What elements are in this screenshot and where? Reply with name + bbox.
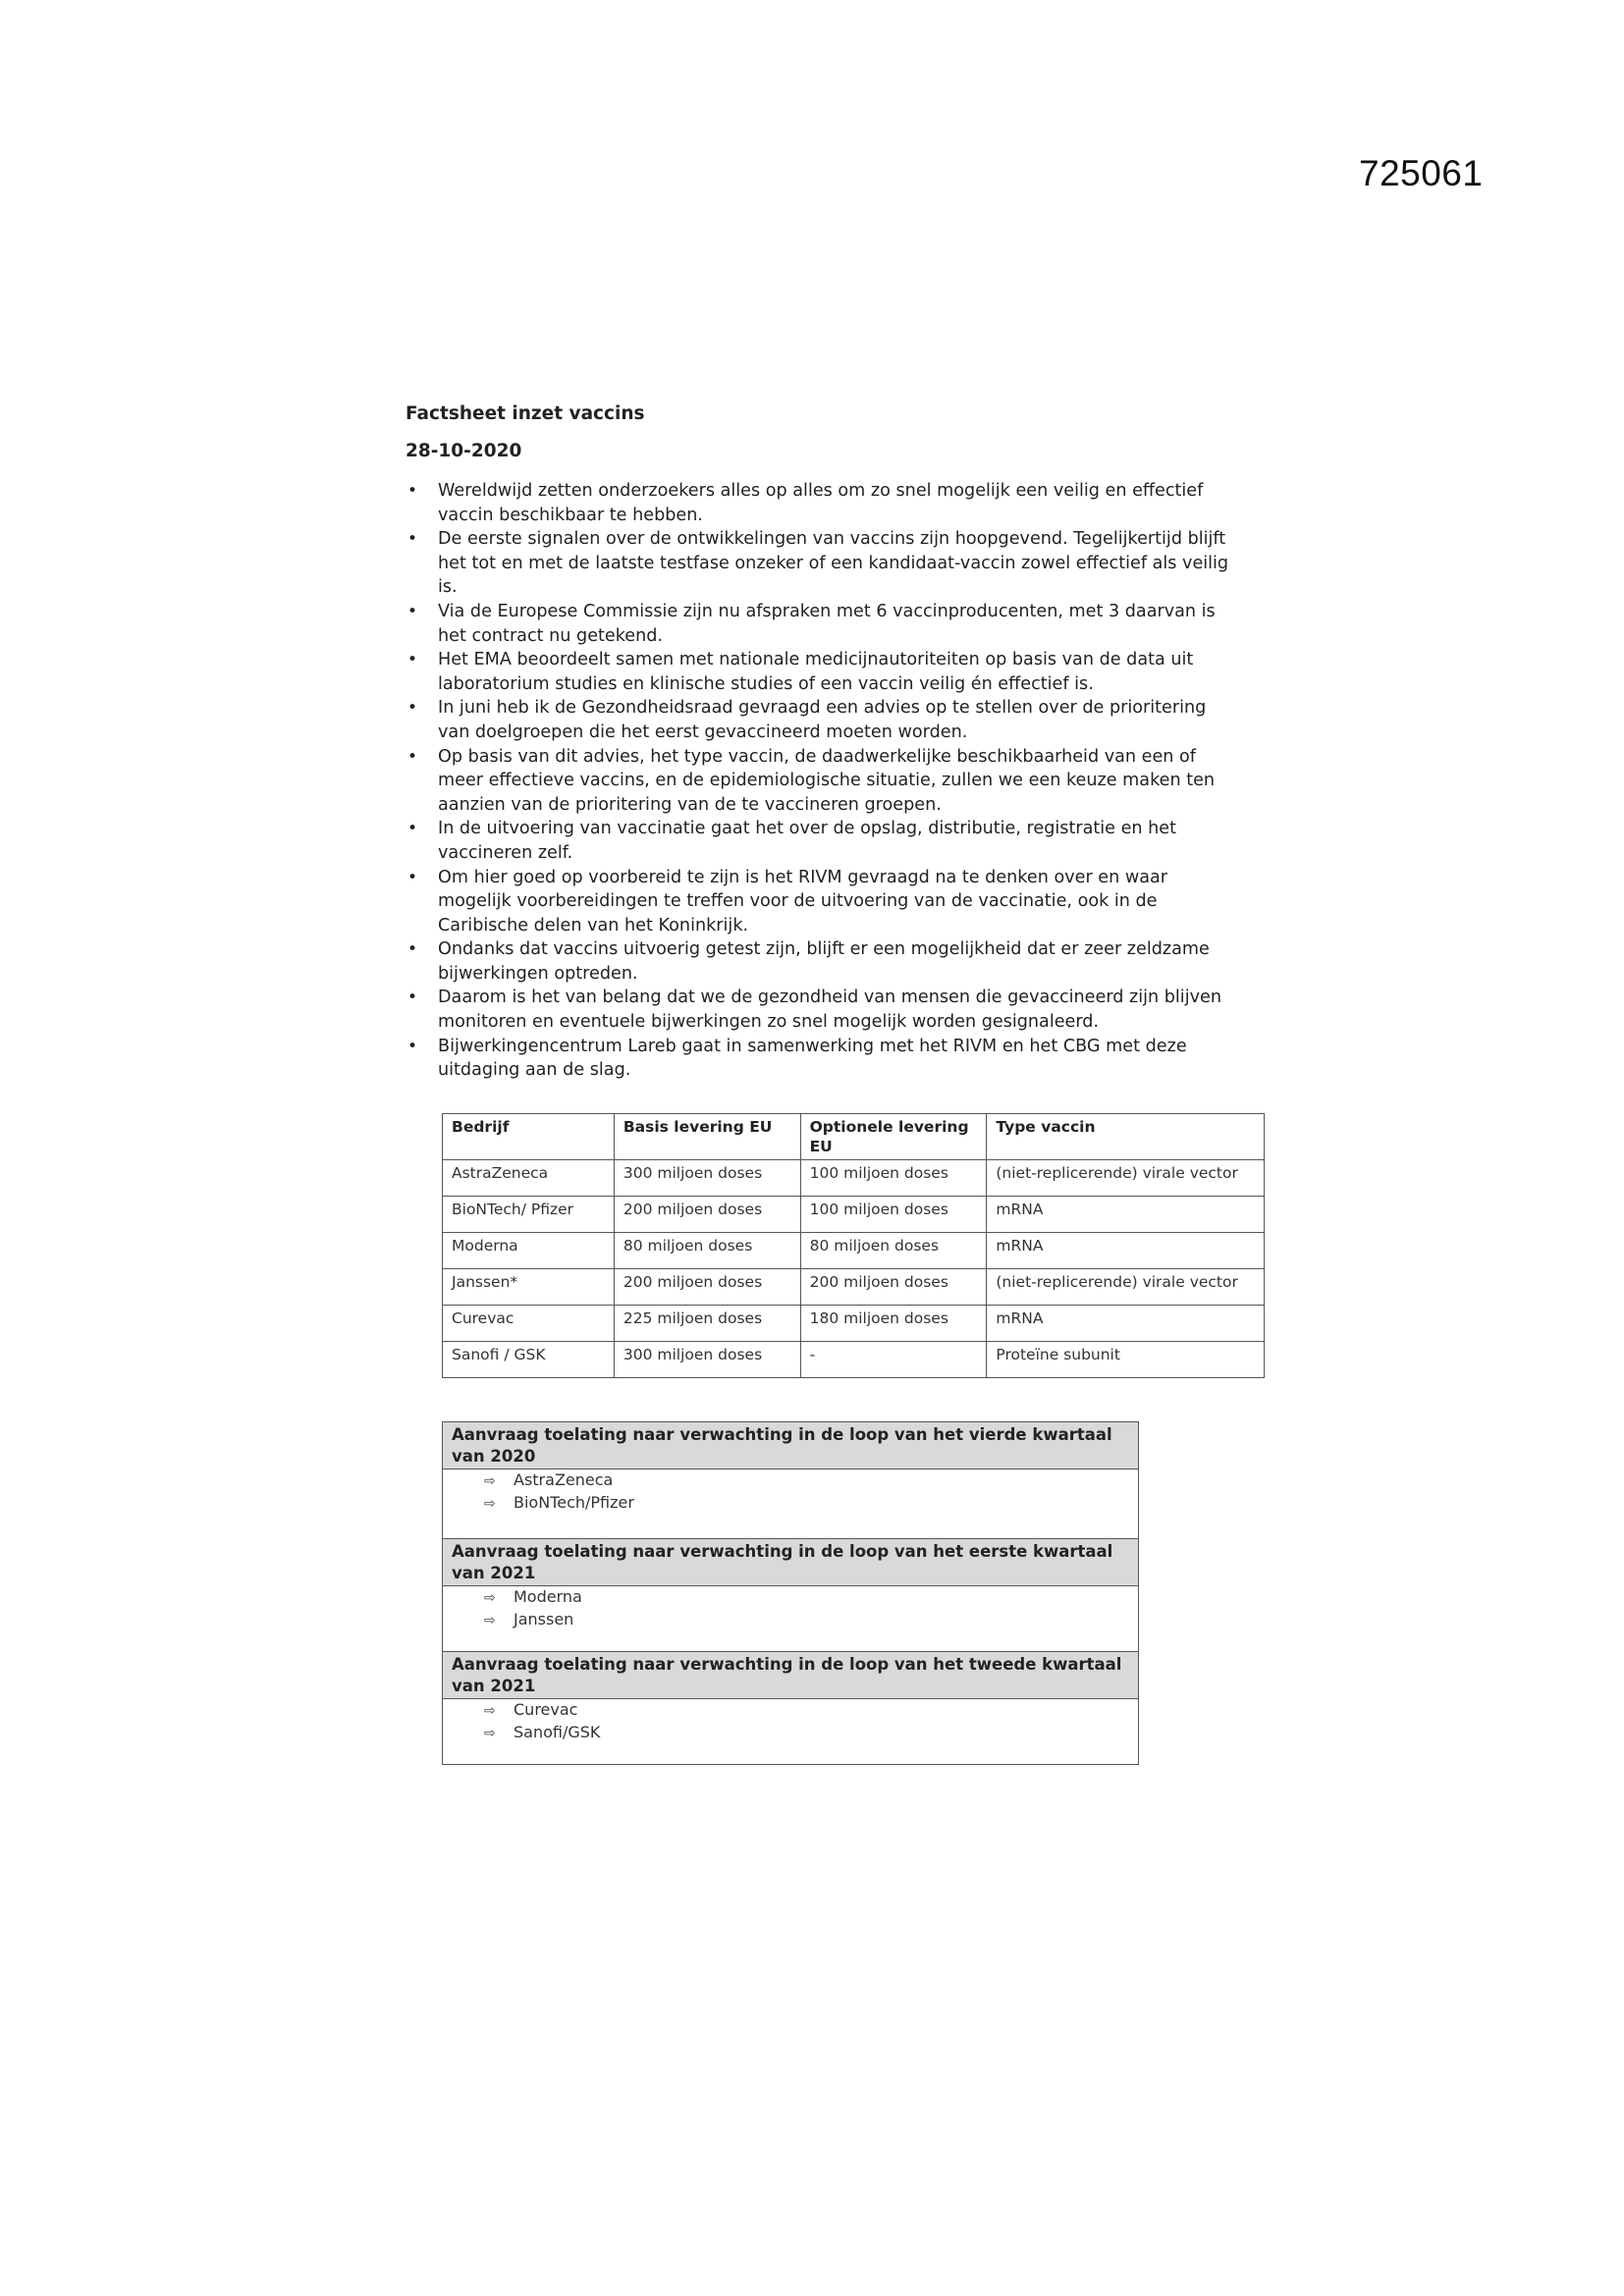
factsheet-content: [406, 400, 1270, 1083]
table-cell: 200 miljoen doses: [800, 1269, 987, 1306]
bullet-icon: •: [407, 529, 418, 550]
bullet-icon: •: [407, 1036, 418, 1056]
list-item-text: De eerste signalen over de ontwikkelingen van vaccins zijn hoopgevend. Tegelijkertijd blijft het tot en met de laatste testfase onzeker of een kandidaat-vaccin zowel effectief als veilig is.: [438, 529, 1229, 598]
table-cell: BioNTech/ Pfizer: [443, 1197, 615, 1233]
list-item-text: Om hier goed op voorbereid te zijn is het RIVM gevraagd na te denken over en waar mogelijk voorbereidingen te treffen voor de uitvoering van de vaccinatie, ook in de Caribische delen van het Koninkrijk.: [438, 867, 1168, 935]
section-body-q4-2020: [443, 1469, 1138, 1539]
bullet-icon: •: [407, 867, 418, 887]
bullet-list: [406, 479, 1240, 1083]
document-number: 725061: [1359, 153, 1484, 193]
table-cell: 100 miljoen doses: [800, 1160, 987, 1197]
list-item: [406, 527, 1240, 600]
arrow-right-icon: ⇨: [484, 1726, 496, 1741]
list-item: [406, 745, 1240, 818]
table-cell: (niet-replicerende) virale vector: [987, 1269, 1265, 1306]
table-row: [443, 1342, 1265, 1378]
bullet-icon: •: [407, 939, 418, 960]
list-item-text: Het EMA beoordeelt samen met nationale medicijnautoriteiten op basis van de data uit laboratorium studies en klinische studies of een vaccin veilig én effectief is.: [438, 650, 1194, 694]
list-item: [406, 600, 1240, 648]
table-cell: 80 miljoen doses: [614, 1233, 800, 1269]
section-heading-q2-2021: Aanvraag toelating naar verwachting in de loop van het tweede kwartaal van 2021: [443, 1652, 1138, 1699]
list-item: [484, 1492, 1138, 1515]
list-item: [406, 1035, 1240, 1083]
table-cell: 225 miljoen doses: [614, 1306, 800, 1342]
list-item-text: Daarom is het van belang dat we de gezondheid van mensen die gevaccineerd zijn blijven monitoren en eventuele bijwerkingen zo snel mogelijk worden gesignaleerd.: [438, 988, 1221, 1033]
column-header-optional-delivery: Optionele levering EU: [800, 1114, 987, 1160]
table-row: [443, 1197, 1265, 1233]
bullet-icon: •: [407, 819, 418, 839]
table-row: [443, 1233, 1265, 1269]
list-item-text: Bijwerkingencentrum Lareb gaat in samenwerking met het RIVM en het CBG met deze uitdaging aan de slag.: [438, 1036, 1187, 1081]
bullet-icon: •: [407, 746, 418, 767]
bullet-icon: •: [407, 601, 418, 621]
list-item-text: Op basis van dit advies, het type vaccin, de daadwerkelijke beschikbaarheid van een of meer effectieve vaccins, en de epidemiologische situatie, zullen we een keuze maken ten aanzien van de prioritering van de te vaccineren groepen.: [438, 746, 1216, 815]
list-item: [406, 866, 1240, 938]
list-item: [484, 1586, 1138, 1609]
table-cell: 180 miljoen doses: [800, 1306, 987, 1342]
table-header-row: [443, 1114, 1265, 1160]
page-title: Factsheet inzet vaccins: [406, 403, 645, 424]
table-cell: mRNA: [987, 1197, 1265, 1233]
bullet-icon: •: [407, 481, 418, 501]
table-cell: Sanofi / GSK: [443, 1342, 615, 1378]
table-cell: Janssen*: [443, 1269, 615, 1306]
list-item-label: BioNTech/Pfizer: [514, 1493, 634, 1512]
arrow-right-icon: ⇨: [484, 1590, 496, 1606]
table-cell: 80 miljoen doses: [800, 1233, 987, 1269]
table-cell: 200 miljoen doses: [614, 1197, 800, 1233]
arrow-right-icon: ⇨: [484, 1613, 496, 1629]
table-cell: AstraZeneca: [443, 1160, 615, 1197]
approval-timeline-table: [442, 1421, 1139, 1765]
vaccine-supply-table: [442, 1113, 1265, 1378]
section-heading-q4-2020: Aanvraag toelating naar verwachting in de loop van het vierde kwartaal van 2020: [443, 1422, 1138, 1469]
list-item: [406, 648, 1240, 696]
table-row: [443, 1160, 1265, 1197]
list-item-label: Janssen: [514, 1610, 574, 1629]
section-body-q1-2021: [443, 1586, 1138, 1652]
document-date: 28-10-2020: [406, 441, 522, 461]
list-item-label: Curevac: [514, 1700, 578, 1719]
list-item: [406, 696, 1240, 744]
arrow-right-icon: ⇨: [484, 1473, 496, 1489]
list-item-label: Moderna: [514, 1587, 582, 1606]
table-cell: (niet-replicerende) virale vector: [987, 1160, 1265, 1197]
table-row: [443, 1306, 1265, 1342]
list-item-text: Wereldwijd zetten onderzoekers alles op alles om zo snel mogelijk een veilig en effectief vaccin beschikbaar te hebben.: [438, 481, 1204, 525]
column-header-basis-delivery: Basis levering EU: [614, 1114, 800, 1160]
bullet-icon: •: [407, 698, 418, 719]
table-cell: mRNA: [987, 1306, 1265, 1342]
table-cell: 300 miljoen doses: [614, 1160, 800, 1197]
table-cell: 300 miljoen doses: [614, 1342, 800, 1378]
section-body-q2-2021: [443, 1699, 1138, 1764]
column-header-company: Bedrijf: [443, 1114, 615, 1160]
table-cell: mRNA: [987, 1233, 1265, 1269]
column-header-vaccine-type: Type vaccin: [987, 1114, 1265, 1160]
table-cell: Proteïne subunit: [987, 1342, 1265, 1378]
table-cell: Curevac: [443, 1306, 615, 1342]
list-item: [484, 1722, 1138, 1744]
table-row: [443, 1269, 1265, 1306]
table-cell: Moderna: [443, 1233, 615, 1269]
list-item-text: In de uitvoering van vaccinatie gaat het over de opslag, distributie, registratie en het vaccineren zelf.: [438, 819, 1177, 863]
section-heading-q1-2021: Aanvraag toelating naar verwachting in de loop van het eerste kwartaal van 2021: [443, 1539, 1138, 1586]
list-item-label: Sanofi/GSK: [514, 1723, 601, 1741]
list-item: [484, 1609, 1138, 1631]
table-cell: -: [800, 1342, 987, 1378]
arrow-right-icon: ⇨: [484, 1703, 496, 1719]
list-item-label: AstraZeneca: [514, 1470, 614, 1489]
bullet-icon: •: [407, 988, 418, 1008]
list-item: [406, 479, 1240, 527]
table-cell: 100 miljoen doses: [800, 1197, 987, 1233]
list-item-text: Ondanks dat vaccins uitvoerig getest zijn, blijft er een mogelijkheid dat er zeer zeldzame bijwerkingen optreden.: [438, 939, 1210, 984]
list-item: [406, 986, 1240, 1034]
bullet-icon: •: [407, 650, 418, 670]
table-cell: 200 miljoen doses: [614, 1269, 800, 1306]
list-item: [484, 1699, 1138, 1722]
list-item-text: In juni heb ik de Gezondheidsraad gevraagd een advies op te stellen over de prioritering van doelgroepen die het eerst gevaccineerd moeten worden.: [438, 698, 1207, 742]
list-item: [406, 937, 1240, 986]
list-item: [484, 1469, 1138, 1492]
arrow-right-icon: ⇨: [484, 1496, 496, 1512]
list-item: [406, 817, 1240, 865]
list-item-text: Via de Europese Commissie zijn nu afspraken met 6 vaccinproducenten, met 3 daarvan is het contract nu getekend.: [438, 601, 1216, 646]
